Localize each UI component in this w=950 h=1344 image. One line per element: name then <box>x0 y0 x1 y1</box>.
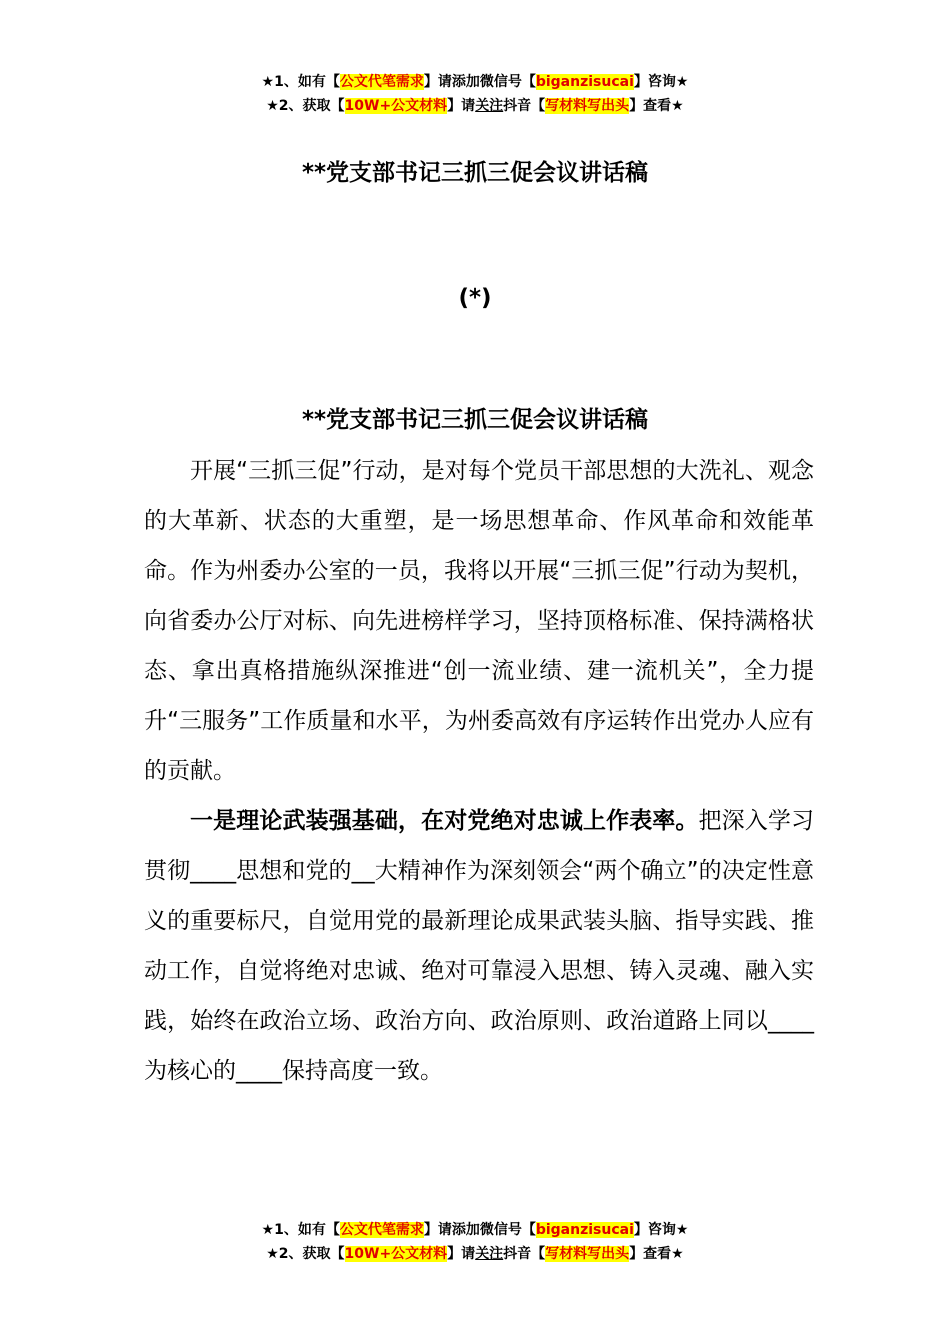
promo-line-1 <box>0 1218 950 1242</box>
promo-line-1 <box>0 70 950 94</box>
promo-2-follow: 关注 <box>475 1246 504 1262</box>
promo-1-strong: 加 <box>465 74 480 90</box>
promo-line-2 <box>0 94 950 118</box>
promo-2-suffix: 】查看★ <box>629 1246 684 1262</box>
promo-2-prefix: ★2、获取【 <box>266 98 345 114</box>
document-subtitle: **党支部书记三抓三促会议讲话稿 <box>301 407 649 433</box>
promo-1-suffix: 】咨询★ <box>633 74 689 90</box>
promo-2-materials: 10W+公文材料 <box>344 98 448 114</box>
promo-1-mid: 】请添 <box>423 74 466 90</box>
promo-1-mid-2: 微信号【 <box>479 1222 536 1238</box>
point-one-paragraph <box>144 796 814 1096</box>
promo-2-materials: 10W+公文材料 <box>344 1246 448 1262</box>
promo-2-mid-2: 抖音【 <box>503 98 546 114</box>
section-marker: (*) <box>458 285 492 311</box>
point-one-heading: 一是理论武装强基础，在对党绝对忠诚上作表率。 <box>190 808 699 834</box>
promo-line-2 <box>0 1242 950 1266</box>
promo-2-mid: 】请 <box>447 98 476 114</box>
promo-1-suffix: 】咨询★ <box>633 1222 689 1238</box>
promo-1-prefix: ★1、如有【 <box>261 1222 340 1238</box>
promo-2-prefix: ★2、获取【 <box>266 1246 345 1262</box>
promo-2-mid-2: 抖音【 <box>503 1246 546 1262</box>
point-one-body: 把深入学习贯彻____思想和党的__大精神作为深刻领会“两个确立”的决定性意义的重要标尺，自觉用党的最新理论成果武装头脑、指导实践、推动工作，自觉将绝对忠诚、绝对可靠浸入思想、铸入灵魂、融入实践，始终在政治立场、政治方向、政治原则、政治道路上同以____为核心的____保持高度一致。 <box>144 808 815 1084</box>
promo-1-prefix: ★1、如有【 <box>261 74 340 90</box>
promo-2-suffix: 】查看★ <box>629 98 684 114</box>
promo-1-wechat-id: biganzisucai <box>535 74 634 90</box>
promo-1-strong: 加 <box>465 1222 480 1238</box>
document-title: **党支部书记三抓三促会议讲话稿 <box>301 160 649 186</box>
top-promo-banner <box>0 70 950 118</box>
promo-1-wechat-id: biganzisucai <box>535 1222 634 1238</box>
bottom-promo-banner <box>0 1218 950 1266</box>
promo-2-follow: 关注 <box>475 98 504 114</box>
promo-1-service: 公文代笔需求 <box>339 1222 424 1238</box>
intro-paragraph: 开展“三抓三促”行动，是对每个党员干部思想的大洗礼、观念的大革新、状态的大重塑，是一场思想革命、作风革命和效能革命。作为州委办公室的一员，我将以开展“三抓三促”行动为契机，向省委办公厅对标、向先进榜样学习，坚持顶格标准、保持满格状态、拿出真格措施纵深推进“创一流业绩、建一流机关”，全力提升“三服务”工作质量和水平，为州委高效有序运转作出党办人应有的贡献。 <box>144 458 814 784</box>
promo-2-account: 写材料写出头 <box>545 1246 630 1262</box>
promo-1-mid-2: 微信号【 <box>479 74 536 90</box>
promo-2-account: 写材料写出头 <box>545 98 630 114</box>
promo-2-mid: 】请 <box>447 1246 476 1262</box>
document-body <box>144 446 814 1096</box>
promo-1-service: 公文代笔需求 <box>339 74 424 90</box>
promo-1-mid: 】请添 <box>423 1222 466 1238</box>
